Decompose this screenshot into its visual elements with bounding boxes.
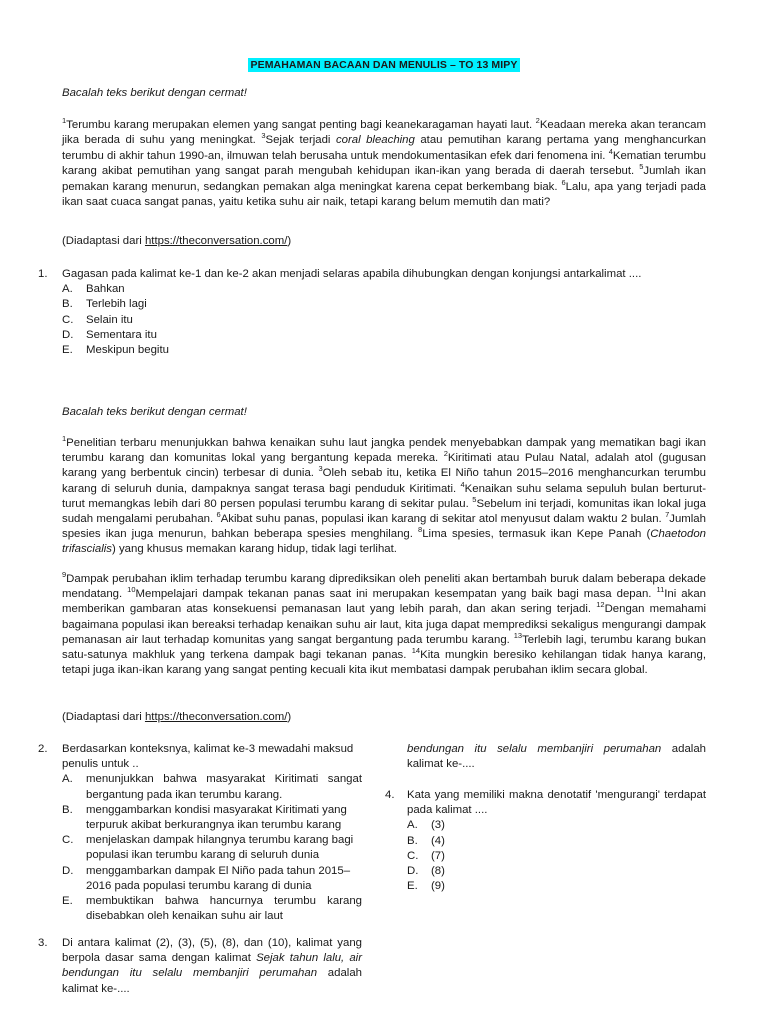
sentence: ) yang khusus memakan karang hidup, tidak lagi terlihat. [112,543,397,556]
passage2-paragraph-1 [62,436,706,558]
passage2-instruction: Bacalah teks berikut dengan cermat! [62,406,247,418]
question-number: 3. [38,937,48,949]
option-letter: C. [62,834,74,847]
sentence: Jumlah ikan pemakan karang menurun, sedangkan pemakan alga meningkat karena cepat berkembang biak. [62,165,707,193]
sentence-number: 5 [472,495,477,505]
option-e[interactable] [62,343,706,358]
source-suffix: ) [287,711,292,723]
question-4 [385,788,706,894]
sentence: Kiritimati atau Pulau Natal, adalah atol (gugusan karang yang berbentuk cincin) terbesar di dunia. [62,452,707,480]
sentence: Kematian terumbu karang akibat pemutihan yang sangat parah mengubah kehidupan ikan-ikan yang berada di daerah tersebut. [62,149,706,178]
option-b[interactable] [62,803,362,833]
option-d[interactable] [407,864,706,879]
option-letter: A. [62,773,73,786]
option-letter: D. [62,328,74,341]
option-text: menggambarkan kondisi masyarakat Kiritimati yang terpuruk akibat berkurangnya ikan terumbu karang [86,803,347,832]
option-text: menggambarkan dampak El Niño pada tahun 2015–2016 pada populasi terumbu karang di dunia [86,864,351,892]
question-number: 1. [38,268,48,280]
option-letter: D. [62,864,74,877]
sentence: Jumlah spesies ikan juga menurun, bahkan beberapa spesies menghilang. [62,513,706,541]
sentence-number: 11 [656,585,665,595]
sentence-number: 3 [318,464,323,474]
option-text: Selain itu [86,313,133,326]
option-text: menunjukkan bahwa masyarakat Kiritimati sangat bergantung pada ikan terumbu karang. [86,773,362,801]
option-b[interactable] [62,297,706,312]
option-letter: B. [62,298,73,311]
source-link[interactable]: https://theconversation.com/ [144,711,288,723]
option-letter: D. [407,865,419,878]
italic-term: Chaetodon trifascialis [62,528,706,556]
option-b[interactable] [407,834,706,849]
question-text: Gagasan pada kalimat ke-1 dan ke-2 akan menjadi selaras apabila dihubungkan dengan konjungsi antarkalimat .... [62,268,642,280]
question-number: 2. [38,743,48,755]
sentence: Kenaikan suhu selama sepuluh bulan berturut-turut memangkas lebih dari 80 persen populasi terumbu karang di sekitar pulau. [62,482,707,510]
option-text: (9) [431,880,445,893]
option-a[interactable] [407,818,706,833]
option-text: menjelaskan dampak hilangnya terumbu karang bagi populasi ikan terumbu karang di seluruh dunia [86,834,354,862]
sentence-number: 1 [62,434,67,444]
sentence-number: 3 [261,131,266,141]
option-letter: C. [62,313,74,326]
question-3 [38,936,363,995]
sentence-number: 13 [513,631,523,641]
option-text: (3) [431,819,445,832]
source-suffix: ) [287,235,292,247]
option-letter: E. [407,880,418,893]
option-d[interactable] [62,864,362,894]
sentence-number: 7 [665,510,670,520]
option-a[interactable] [62,772,362,802]
question-text: Kata yang memiliki makna denotatif 'mengurangi' terdapat pada kalimat .... [407,789,706,817]
option-text: (7) [431,849,445,862]
question-3-continuation: bendungan itu selalu membanjiri perumahan adalah kalimat ke-.... [407,743,707,771]
sentence-number: 6 [561,177,566,187]
sentence: Ini akan memberikan gambaran atas konsekuensi pemanasan laut yang lebih parah, dan akan sering terjadi. [62,588,706,616]
option-text: Terlebih lagi [86,298,147,311]
question-1 [38,267,706,358]
option-text: Bahkan [86,283,125,296]
passage2-paragraph-2 [62,572,706,678]
sentence: Terlebih lagi, terumbu karang bukan satu-satunya makhluk yang terkena dampak bagi tekanan panas. [62,633,706,662]
sentence-number: 5 [639,162,644,172]
option-text: Meskipun begitu [86,344,169,357]
option-c[interactable] [407,849,706,864]
sentence: Keadaan mereka akan terancam jika berada di suhu yang meningkat. [62,119,707,147]
example-sentence: Sejak tahun lalu, air bendungan itu selalu membanjiri perumahan [62,952,363,980]
question-text-end: adalah kalimat ke-.... [62,967,362,995]
sentence-number: 9 [62,570,67,580]
sentence-number: 12 [596,600,605,610]
sentence: Sejak terjadi [265,134,336,147]
sentence-number: 4 [608,147,613,157]
passage2-source [62,710,706,725]
option-letter: A. [62,283,73,296]
sentence-number: 4 [460,479,465,489]
passage1-source [62,234,706,249]
option-letter: A. [407,819,418,832]
sentence-number: 10 [127,585,136,595]
question-number: 4. [385,789,395,801]
sentence: Lima spesies, termasuk ikan Kepe Panah ( [422,528,651,541]
question-text: Berdasarkan konteksnya, kalimat ke-3 mewadahi maksud penulis untuk .. [62,743,354,771]
source-prefix: (Diadaptasi dari [62,235,145,247]
option-text: (8) [431,865,445,878]
option-letter: B. [62,803,73,816]
passage1-instruction: Bacalah teks berikut dengan cermat! [62,87,247,99]
sentence-number: 1 [62,116,67,126]
sentence: Akibat suhu panas, populasi ikan karang di sekitar atol menyusut dalam waktu 2 bulan. [220,513,666,526]
sentence-number: 2 [535,116,540,126]
option-letter: C. [407,849,419,862]
sentence: Dampak perubahan iklim terhadap terumbu karang diprediksikan oleh peneliti akan bertambah buruk dalam beberapa dekade mendatang. [62,573,706,601]
sentence-number: 2 [443,449,448,459]
option-text: Sementara itu [86,328,157,341]
source-link[interactable]: https://theconversation.com/ [144,235,288,247]
option-a[interactable] [62,282,706,297]
sentence-number: 8 [418,525,423,535]
sentence-number: 6 [216,510,221,520]
source-prefix: (Diadaptasi dari [62,711,145,723]
sentence: Dengan memahami bagaimana populasi ikan bereaksi terhadap kenaikan suhu air laut, kita juga dapat memprediksi sekaligus mengurangi dampak pemanasan air laut terhadap komunitas yang sangat bergantung pada terumbu karang. [62,603,706,646]
italic-term: coral bleaching [335,134,415,147]
sentence: Lalu, apa yang terjadi pada ikan saat cuaca sangat panas, yaitu ketika suhu air naik, tetapi karang belum memutih dan mati? [62,180,706,209]
option-e[interactable] [62,894,362,924]
option-letter: E. [62,895,73,908]
sentence: Terumbu karang merupakan elemen yang sangat penting bagi keanekaragaman hayati laut. [66,119,536,131]
option-letter: B. [407,834,418,847]
page-title: PEMAHAMAN BACAAN DAN MENULIS – TO 13 MIPY [250,59,518,71]
sentence-number: 14 [411,646,421,656]
option-c[interactable] [62,833,362,863]
sentence: atau pemutihan karang pertama yang menghancurkan terumbu di akhir tahun 1990-an, ilmuwan telah berusaha untuk mendokumentasikan efek dari fenomena ini. [62,134,706,162]
option-text: (4) [431,834,445,847]
passage1-text [62,118,706,210]
sentence: Penelitian terbaru menunjukkan bahwa kenaikan suhu laut jangka pendek menyebabkan dampak yang mematikan bagi ikan terumbu karang dan komunitas lokal yang bergantung kepada mereka. [62,437,706,465]
sentence: Mempelajari dampak tekanan panas saat ini merupakan kesempatan yang baik bagi masa depan. [135,588,657,601]
option-c[interactable] [62,313,706,328]
title-row [0,55,768,73]
option-e[interactable] [407,879,706,894]
sentence: Oleh sebab itu, ketika El Niño tahun 2015–2016 menghancurkan terumbu karang di seluruh dunia, dampaknya sangat terasa bagi penduduk Kiritimati. [62,467,706,495]
option-d[interactable] [62,328,706,343]
sentence: Sebelum ini terjadi, komunitas ikan lokal juga sudah mengalami perubahan. [62,497,706,526]
option-letter: E. [62,344,73,357]
option-text: membuktikan bahwa hancurnya terumbu karang disebabkan oleh kenaikan suhu air laut [86,895,362,923]
sentence: Kita mungkin beresiko kehilangan tidak hanya karang, tetapi juga ikan-ikan karang yang sangat penting kecuali kita ikut membatasi dampak perubahan iklim secara global. [62,649,706,677]
question-2 [38,742,362,924]
question-text: Di antara kalimat (2), (3), (5), (8), dan (10), kalimat yang berpola dasar sama dengan kalimat [62,937,362,965]
